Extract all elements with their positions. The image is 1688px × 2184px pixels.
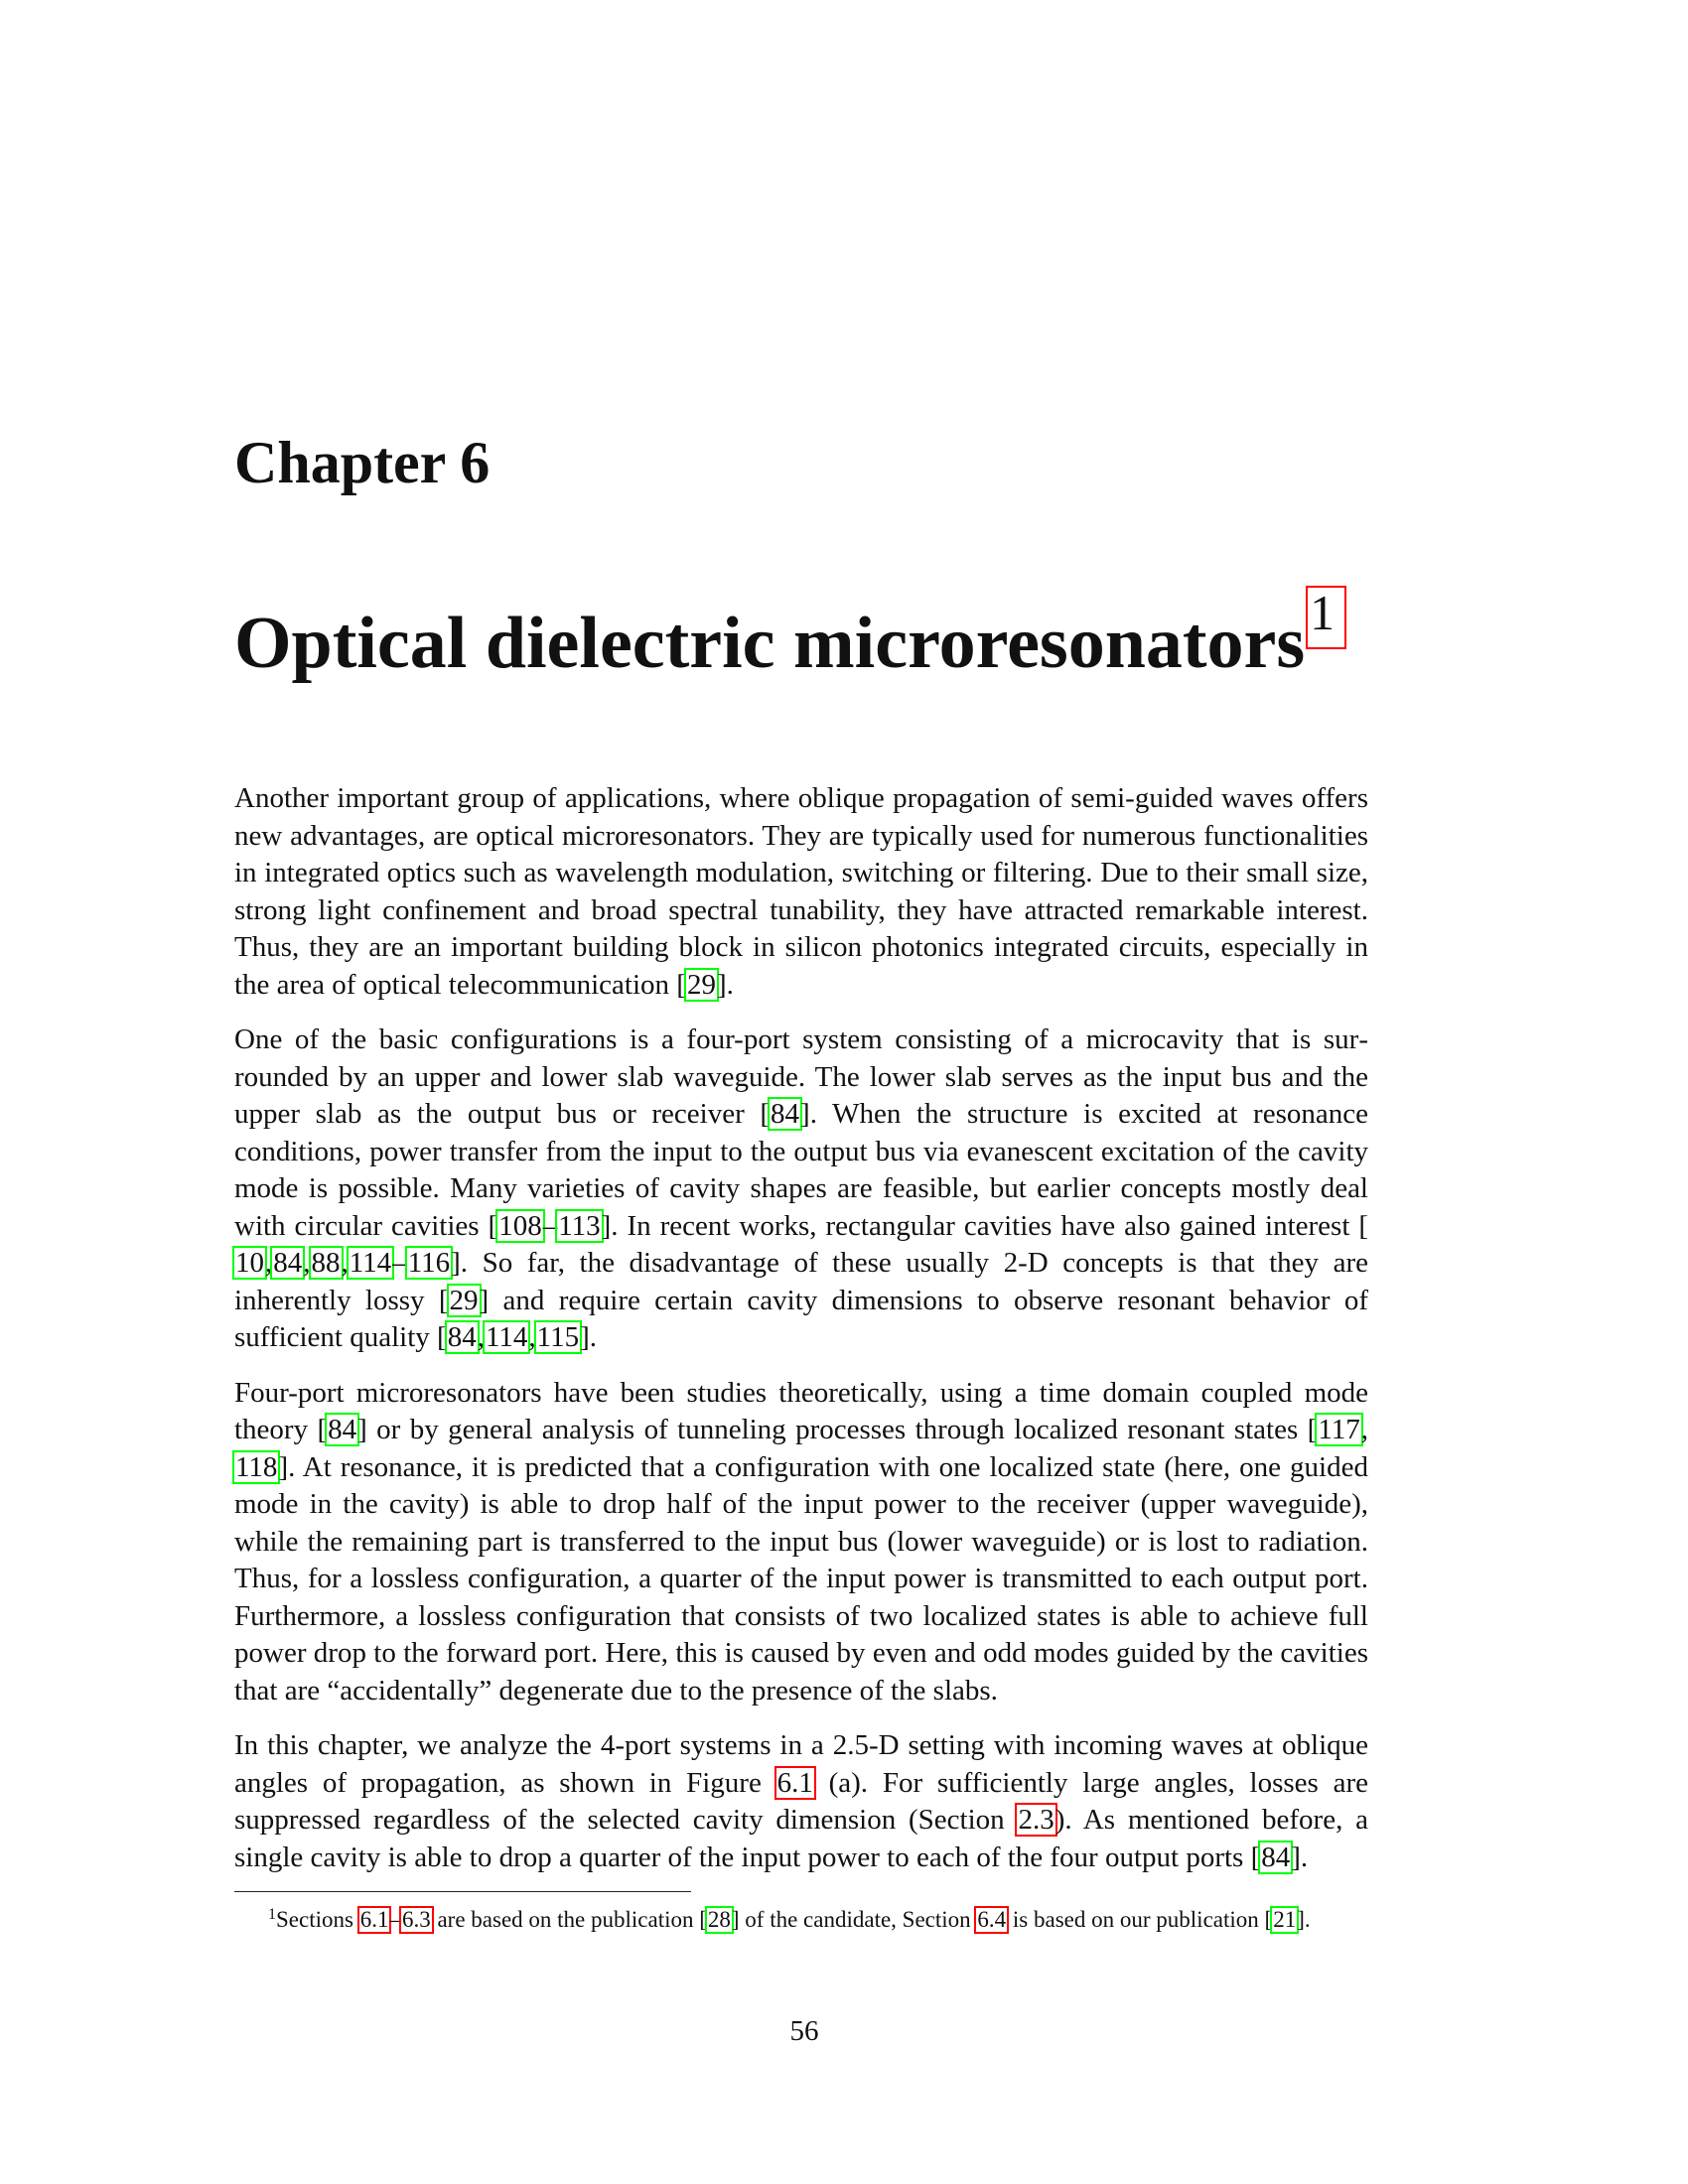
citation-link[interactable]: 84 <box>768 1097 802 1131</box>
text-run: , <box>528 1321 536 1353</box>
paragraph-4 <box>234 1727 1368 1876</box>
text-run: In this chapter, we analyze the 4-port systems in a 2.5-D setting with incoming waves at oblique angles of propagation, as shown in Figure <box>234 1729 1368 1799</box>
cross-reference-link[interactable]: 6.4 <box>974 1906 1009 1934</box>
text-run: – <box>392 1247 407 1279</box>
body-text <box>234 780 1368 1894</box>
citation-link[interactable]: 84 <box>445 1320 480 1354</box>
text-run: Another important group of applications, where oblique propagation of semi-guided waves offers new advantages, are optical microresonators. They are typically used for numerous functionalities in integrated optics such as wavelength modulation, switching or filtering. Due to their small size, strong light confinement and broad spectral tunability, they have attracted remarkable interest. Thus, they are an important building block in silicon photonics integrated circuits, especially in the area of optical telecommunication [ <box>234 782 1368 1001</box>
cross-reference-link[interactable]: 6.1 <box>774 1766 816 1800</box>
text-run: ]. When the structure is excited at resonance conditions, power transfer from the input to the output bus via evanescent excitation of the cavity mode is possible. Many varieties of cavity shapes are feasible, but earlier concepts mostly deal with circular cavities [ <box>234 1098 1368 1242</box>
citation-link[interactable]: 116 <box>405 1246 453 1280</box>
citation-link[interactable]: 84 <box>325 1413 359 1446</box>
citation-link[interactable]: 108 <box>495 1209 545 1243</box>
citation-link[interactable]: 28 <box>705 1906 734 1934</box>
citation-link[interactable]: 114 <box>347 1246 394 1280</box>
citation-link[interactable]: 88 <box>309 1246 344 1280</box>
text-run: Four-port microresonators have been studies theoretically, using a time domain coupled mode theory [ <box>234 1376 1368 1445</box>
cross-reference-link[interactable]: 2.3 <box>1015 1803 1056 1837</box>
footnote-text <box>276 1907 1311 1932</box>
citation-link[interactable]: 10 <box>232 1246 267 1280</box>
text-run: are based on the publication [ <box>431 1907 707 1932</box>
text-run: ]. In recent works, rectangular cavities have also gained interest [ <box>601 1209 1368 1242</box>
chapter-title-text: Optical dielectric microresonators <box>234 603 1306 684</box>
text-run: , <box>265 1247 273 1279</box>
text-run: ] or by general analysis of tunneling processes through localized resonant states [ <box>357 1414 1318 1445</box>
text-run: , <box>303 1247 311 1279</box>
footnote-mark: 1 <box>268 1906 276 1923</box>
text-run: One of the basic configurations is a four-port system consisting of a microcavity that is surrounded by an upper and lower slab waveguide. The lower slab serves as the input bus and the upper slab as the output bus or receiver [ <box>234 1024 1368 1130</box>
citation-link[interactable]: 115 <box>534 1320 582 1354</box>
text-run: – <box>389 1907 401 1932</box>
paragraph-2 <box>234 1022 1368 1357</box>
text-run: ] and require certain cavity dimensions to observe resonant behavior of sufficient quality [ <box>234 1284 1368 1353</box>
chapter-label: Chapter 6 <box>234 430 491 495</box>
text-run: ]. <box>580 1321 597 1353</box>
citation-link[interactable]: 29 <box>684 968 719 1002</box>
cross-reference-link[interactable]: 6.1 <box>357 1906 392 1934</box>
text-run: Sections <box>276 1907 359 1932</box>
text-run: , <box>1360 1414 1368 1445</box>
text-run: , <box>477 1321 485 1353</box>
citation-link[interactable]: 118 <box>232 1450 280 1484</box>
citation-link[interactable]: 117 <box>1315 1413 1362 1446</box>
text-run: ]. So far, the disadvantage of these usually 2-D concepts is that they are inherently lossy [ <box>234 1247 1368 1316</box>
footnote-link[interactable]: 1 <box>1306 586 1346 649</box>
text-run: ]. <box>716 968 734 1001</box>
text-run: ]. <box>1291 1841 1309 1873</box>
citation-link[interactable]: 84 <box>270 1246 305 1280</box>
text-run: ] of the candidate, Section <box>731 1907 977 1932</box>
page-number: 56 <box>789 2015 819 2047</box>
citation-link[interactable]: 29 <box>447 1284 482 1317</box>
chapter-title <box>234 585 1346 684</box>
paragraph-1 <box>234 780 1368 1004</box>
text-run: ]. <box>1297 1907 1311 1932</box>
text-run: ]. At resonance, it is predicted that a configuration with one localized state (here, one guided mode in the cavity) is able to drop half of the input power to the receiver (upper waveguide), while the remaining part is transferred to the input bus (lower waveguide) or is lost to radiation. Thus, for a lossless configuration, a quarter of the input power is transmitted to each output port. Furthermore, a lossless configuration that consists of two localized states is able to achieve full power drop to the forward port. Here, this is caused by even and odd modes guided by the cavities that are “accidentally” degenerate due to the presence of the slabs. <box>234 1450 1368 1706</box>
text-run: , <box>341 1247 349 1279</box>
footnote <box>234 1900 1368 1935</box>
citation-link[interactable]: 114 <box>483 1320 530 1354</box>
cross-reference-link[interactable]: 6.3 <box>399 1906 434 1934</box>
citation-link[interactable]: 21 <box>1270 1906 1299 1934</box>
citation-link[interactable]: 113 <box>555 1209 603 1243</box>
text-run: – <box>542 1209 558 1242</box>
footnote-rule <box>234 1891 691 1892</box>
text-run: is based on our publication [ <box>1007 1907 1273 1932</box>
citation-link[interactable]: 84 <box>1258 1841 1293 1874</box>
text-run: ). As mentioned before, a single cavity is able to drop a quarter of the input power to each of the four output ports [ <box>234 1804 1368 1873</box>
text-run: (a). For sufficiently large angles, losses are suppressed regardless of the selected cavity dimension (Section <box>234 1766 1368 1836</box>
paragraph-3 <box>234 1375 1368 1710</box>
